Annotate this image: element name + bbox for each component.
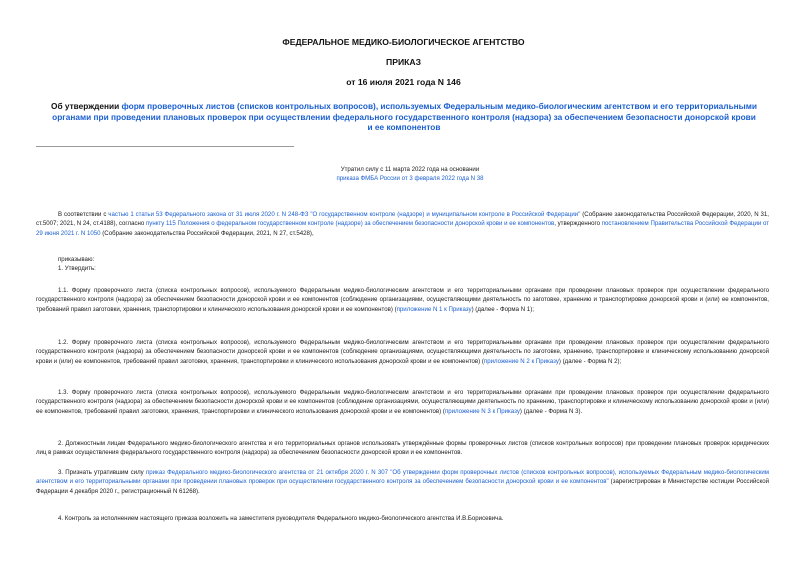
item-1-heading: 1. Утвердить: bbox=[58, 265, 96, 272]
status-note-link[interactable]: приказа ФМБА России от 3 февраля 2022 года N 38 bbox=[336, 174, 484, 182]
title-link[interactable]: форм проверочных листов (списков контрольных вопросов), используемых Федеральным медико-биологическим агентством и его территориальными органами при проведении плановых проверок при осуществлении федерального государственного контроля (надзора) за обеспечением безопасности донорской крови и ее компонентов bbox=[52, 101, 758, 133]
preamble-law-link[interactable]: частью 1 статьи 53 Федерального закона от 31 июля 2020 г. N 248-ФЗ "О государственном контроле (надзоре) и муниципальном контроле в Российской Федерации" bbox=[108, 211, 581, 218]
doc-date-number: от 16 июля 2021 года N 146 bbox=[346, 77, 461, 87]
appendix-2-link[interactable]: приложение N 2 к Приказу bbox=[483, 357, 559, 365]
paragraph-4: 4. Контроль за исполнением настоящего приказа возложить на заместителя руководителя Федерального медико-биологического агентства И.В.Борисевича. bbox=[58, 515, 504, 522]
status-note-text: Утратил силу с 11 марта 2022 года на основании bbox=[340, 166, 480, 173]
preamble-text-3: , утвержденного bbox=[554, 220, 602, 228]
paragraph-1-1-tail: ) (далее - Форма N 1); bbox=[471, 305, 534, 313]
preamble-regulation-link[interactable]: пункту 115 Положения о федеральном государственном контроле (надзоре) за обеспечением безопасности донорской крови и ее компонентов bbox=[145, 220, 555, 228]
appendix-3-link[interactable]: приложение N 3 к Приказу bbox=[444, 407, 520, 415]
appendix-1-link[interactable]: приложение N 1 к Приказу bbox=[396, 305, 472, 313]
status-note bbox=[200, 166, 620, 183]
doc-type: ПРИКАЗ bbox=[386, 57, 421, 67]
paragraph-3 bbox=[36, 468, 769, 496]
paragraph-1-1-text: 1.1. Форму проверочного листа (списка контрольных вопросов), используемого Федеральным медико-биологическим агентством и его территориальными органами при проведении плановых проверок при осуществлении федерального государственного контроля (надзора) за обеспечением безопасности донорской крови и ее компонентов (соблюдение организациями, осуществляющими деятельность по заготовке, хранению и транспортировке донорской крови и (или) ее компонентов, требований правил заготовки, хранения, транспортировки и клинического использования донорской крови и ее компонентов) ( bbox=[36, 287, 769, 313]
paragraph-1-3-tail: ) (далее - Форма N 3). bbox=[519, 407, 583, 415]
paragraph-1-3 bbox=[36, 388, 769, 416]
repealed-order-link[interactable]: приказ Федерального медико-биологического агентства от 21 октября 2020 г. N 307 "Об утверждении форм проверочных листов (списков контрольных вопросов), используемых Федеральным медико-биологическим агентством и его территориальными органами при проведении плановых проверок при осуществлении государственного контроля за обеспечением безопасности донорской крови и ее компонентов" bbox=[36, 469, 769, 486]
divider-line bbox=[36, 146, 294, 147]
paragraph-1-2-tail: ) (далее - Форма N 2); bbox=[558, 357, 622, 365]
paragraph-1-1 bbox=[36, 286, 769, 314]
document-title bbox=[50, 101, 758, 133]
title-prefix: Об утверждении bbox=[50, 101, 122, 111]
paragraph-3-text: 3. Признать утратившим силу bbox=[58, 469, 146, 476]
agency-name: ФЕДЕРАЛЬНОЕ МЕДИКО-БИОЛОГИЧЕСКОЕ АГЕНТСТВО bbox=[282, 37, 525, 47]
preamble-text-1: В соответствии с bbox=[58, 211, 109, 218]
paragraph-1-2 bbox=[36, 338, 769, 366]
paragraph-1-3-text: 1.3. Форму проверочного листа (списка контрольных вопросов), используемого Федеральным медико-биологическим агентством и его территориальными органами при проведении плановых проверок при осуществлении федерального государственного контроля (надзора) за обеспечением безопасности донорской крови и ее компонентов (соблюдение организациями, осуществляющими деятельность по хранению, транспортировке и клиническому использованию донорской крови и (или) ее компонентов, требований правил заготовки, хранения, транспортировки и клинического использования донорской крови и ее компонентов) ( bbox=[36, 389, 769, 415]
paragraph-3-tail: (зарегистрирован в Министерстве юстиции Российской Федерации 4 декабря 2020 г., регистрационный N 61268). bbox=[36, 478, 769, 495]
paragraph-2: 2. Должностным лицам Федерального медико-биологического агентства и его территориальных органов использовать утверждённые формы проверочных листов (списков контрольных вопросов) при проведении плановых проверок юридических лиц в рамках осуществления федерального государственного контроля (надзора) за обеспечением безопасности донорской крови и ее компонентов. bbox=[36, 440, 769, 457]
preamble-decree-link[interactable]: постановлением Правительства Российской Федерации от 29 июня 2021 г. N 1050 bbox=[36, 220, 770, 237]
paragraph-1-2-text: 1.2. Форму проверочного листа (списка контрольных вопросов), используемого Федеральным медико-биологическим агентством и его территориальными органами при проведении плановых проверок при осуществлении федерального государственного контроля (надзора) за обеспечением безопасности донорской крови и ее компонентов (соблюдение организациями, осуществляющими деятельность по заготовке, хранению, транспортировке и клиническому использованию донорской крови и (или) ее компонентов, требований правил заготовки, хранения, транспортировки и клинического использования донорской крови и ее компонентов) ( bbox=[36, 339, 769, 365]
preamble-paragraph bbox=[36, 210, 769, 238]
preamble-text-4: (Собрание законодательства Российской Федерации, 2021, N 27, ст.5428), bbox=[100, 229, 314, 237]
order-word: приказываю: bbox=[58, 256, 95, 263]
preamble-text-2: (Собрание законодательства Российской Федерации, 2020, N 31, ст.5007; 2021, N 24, ст.4188), согласно bbox=[36, 211, 769, 228]
